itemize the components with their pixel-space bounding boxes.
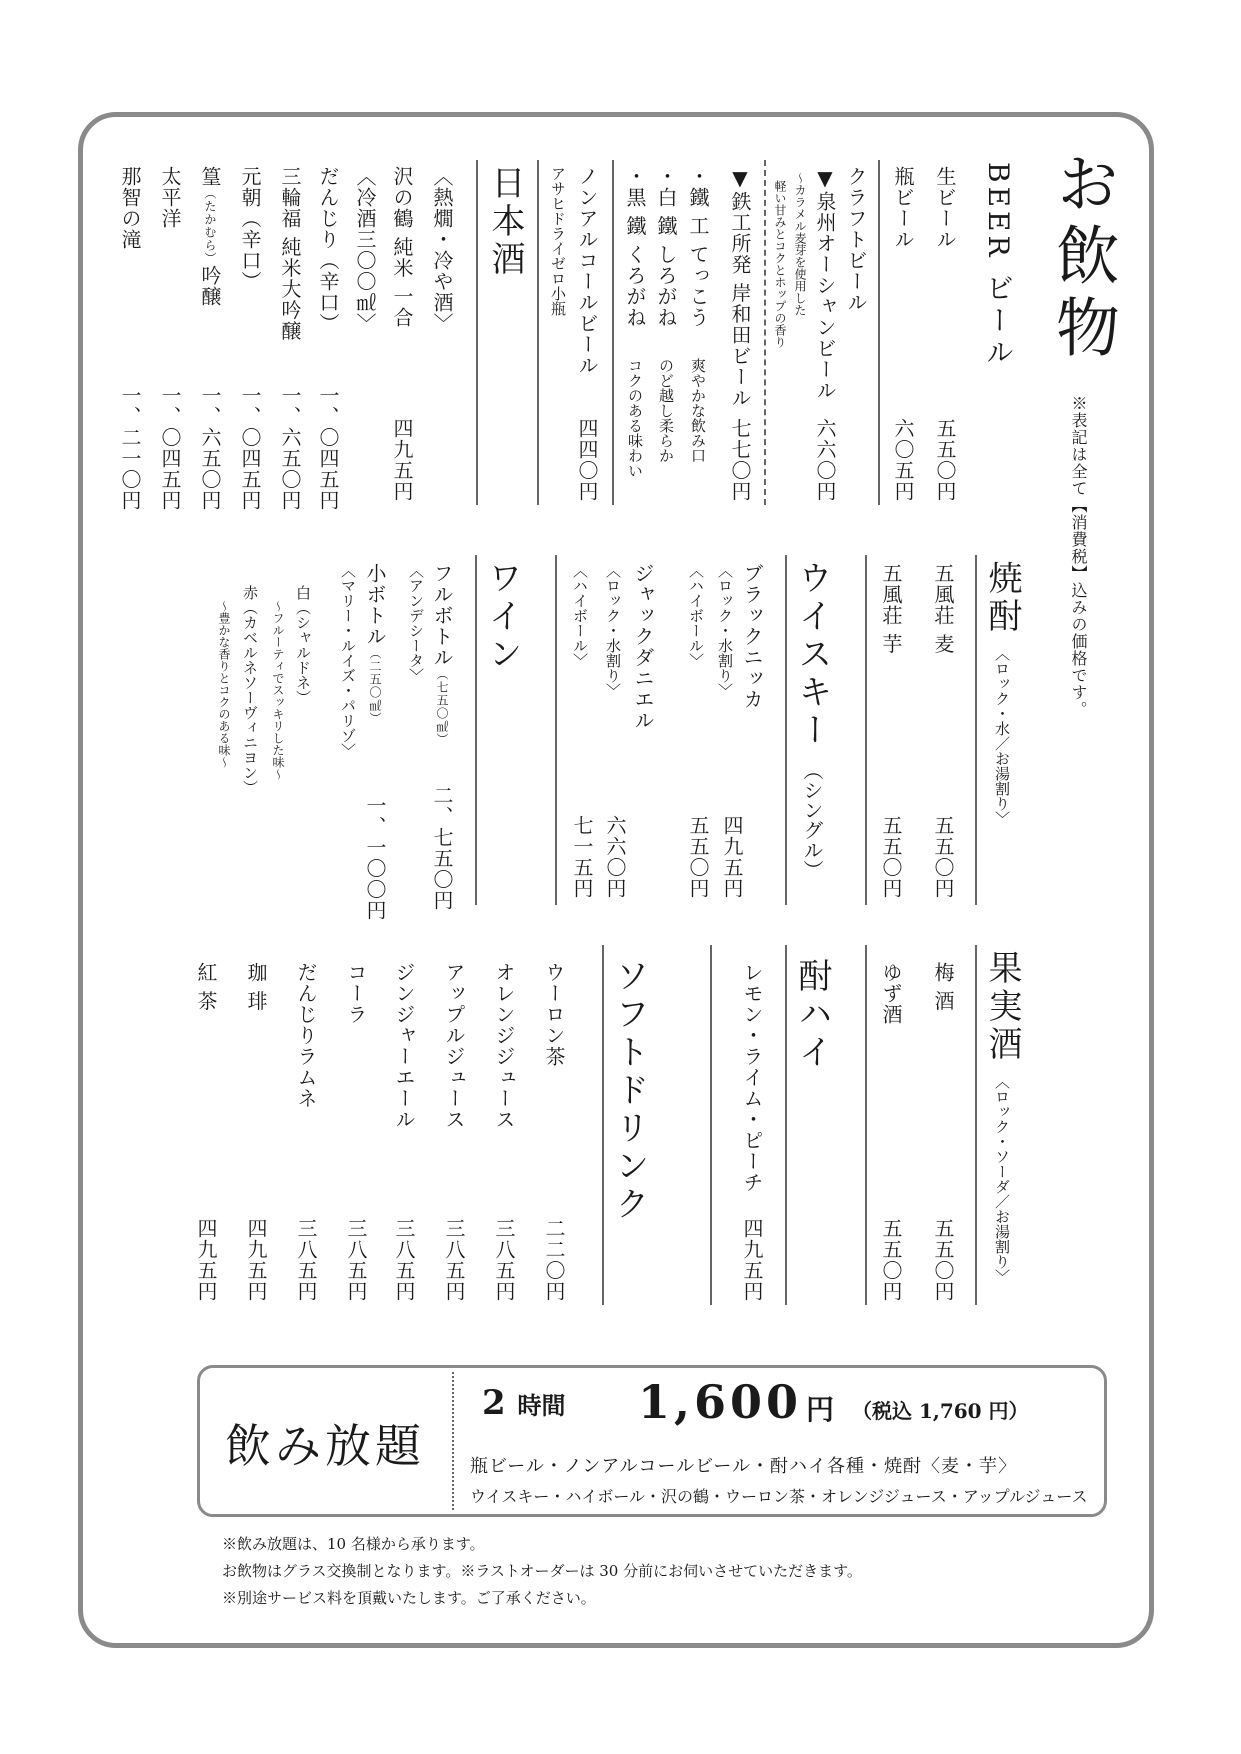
dashed-divider [764,160,766,505]
shochu-item-name: 五風荘 麦 [931,563,955,655]
soft-item-price: 三八五円 [344,1218,368,1302]
dotted-divider [452,1372,454,1510]
divider [476,160,478,505]
tekko-beer-price: 七七〇円 [728,418,752,502]
wine-white-name: 白（シャルドネ） [294,585,312,705]
soft-item-price: 四九五円 [244,1218,268,1302]
sake-item-price: 一、〇四五円 [316,385,340,511]
soft-item-name: コーラ [344,962,368,1025]
senshu-beer-name: ▼泉州オーシャンビール [813,166,837,401]
sake-item-price: 一、二一〇円 [118,385,142,511]
chuhai-item-price: 四九五円 [740,1218,764,1302]
senshu-desc-2: 軽い甘みとコクとホップの香り [773,180,787,348]
sake-heading: 日本酒 [485,165,525,279]
whisky-item-style: 〈ロック・水割り〉 [716,563,734,698]
whisky-heading: ウイスキー（シングル） [792,560,832,880]
soft-item-name: アップルジュース [442,962,466,1130]
whisky-item-style: 〈ハイボール〉 [571,563,589,668]
bottle-beer-name: 瓶ビール [891,166,915,250]
tekko-item-3-name: ・黒 鐵 くろがね [623,166,647,328]
sake-item-price: 一、〇四五円 [158,385,182,511]
soft-item-price: 三八五円 [442,1218,466,1302]
sake-item-price: 一、〇四五円 [238,385,262,511]
soft-item-name: 珈 琲 [244,962,268,1012]
soft-item-name: だんじりラムネ [294,962,318,1109]
draft-beer-price: 五五〇円 [933,418,957,502]
craft-beer-heading: クラフトビール [844,166,868,313]
wine-small-price: 一、一〇〇円 [363,795,387,921]
wine-full-variety: 〈アンデシータ〉 [407,563,425,683]
note-line: ※飲み放題は、10 名様から承ります。 [222,1535,485,1553]
nonalc-beer-name: ノンアルコールビール [575,166,599,376]
draft-beer-name: 生ビール [933,166,957,250]
soft-item-price: 三八五円 [294,1218,318,1302]
wine-red-name: 赤（カベルネソーヴィニヨン） [241,585,259,795]
sake-item-price: 一、六五〇円 [198,385,222,511]
whisky-item-style: 〈ハイボール〉 [687,563,705,668]
tekko-item-2-name: ・白 鐵 しろがね [654,166,678,328]
wine-heading: ワイン [482,560,522,674]
whisky-item-style: 〈ロック・水割り〉 [604,563,622,698]
fruit-heading: 果実酒〈ロック・ソーダ／お湯割り〉 [982,950,1022,1284]
shochu-item-price: 五五〇円 [879,815,903,899]
sake-item-name: 三輪福 純米大吟醸 [278,166,302,342]
whisky-item-price: 五五〇円 [686,815,710,899]
fruit-item-name: 梅 酒 [931,962,955,1012]
whisky-item-price: 七一五円 [570,815,594,899]
sawanotsuru-name: 沢の鶴 純米 一合 [390,166,414,328]
divider [975,555,977,905]
nonalc-beer-price: 四四〇円 [575,418,599,502]
senshu-desc-1: ～カラメル麦芽を使用した [793,172,807,316]
divider [865,555,867,905]
soft-item-name: 紅 茶 [194,962,218,1012]
nonalc-beer-sub: アサヒドライゼロ小瓶 [549,166,567,316]
sake-item-name: 太平洋 [158,166,182,229]
soft-item-price: 四九五円 [194,1218,218,1302]
nomihoudai-title: 飲み放題 [225,1419,425,1473]
sake-item-name: 元朝（辛口） [238,166,262,292]
senshu-beer-price: 六六〇円 [813,418,837,502]
wine-white-desc: ～フルーティでスッキリした味～ [271,600,285,780]
nomihoudai-yen: 円 [806,1393,835,1426]
bottle-beer-price: 六〇五円 [891,418,915,502]
divider [602,945,604,1305]
soft-item-price: 二二〇円 [542,1218,566,1302]
soft-item-name: ウーロン茶 [542,962,566,1067]
fruit-item-price: 五五〇円 [879,1218,903,1302]
nomihoudai-hours: 2 時間 [482,1383,566,1423]
fruit-item-price: 五五〇円 [931,1218,955,1302]
wine-small-name: 小ボトル（二五〇㎖） [363,563,387,725]
shochu-heading: 焼酎〈ロック・水／お湯割り〉 [982,560,1022,826]
nomihoudai-items-1: 瓶ビール・ノンアルコールビール・酎ハイ各種・焼酎〈麦・芋〉 [470,1456,1018,1477]
whisky-item-price: 四九五円 [720,815,744,899]
page-title: お飲物 [1045,150,1119,366]
divider [865,945,867,1305]
note-line: ※別途サービス料を頂戴いたします。ご了承ください。 [222,1589,596,1607]
divider [555,555,557,905]
soft-item-price: 三八五円 [492,1218,516,1302]
sake-item-price: 一、六五〇円 [278,385,302,511]
divider [975,945,977,1305]
tekko-item-1-name: ・鐵 工 てっこう [686,166,710,328]
soft-drink-heading: ソフトドリンク [609,958,649,1224]
wine-full-price: 二、七五〇円 [430,785,454,911]
chuhai-item-name: レモン・ライム・ピーチ [740,962,764,1193]
soft-item-name: ジンジャーエール [392,962,416,1130]
nomihoudai-tax: （税込 1,760 円） [852,1399,1029,1423]
nomihoudai-price: 1,600 [638,1375,803,1429]
divider [475,555,477,905]
whisky-item-name: ブラックニッカ [740,563,764,710]
tekko-item-3-desc: コクのある味わい [626,358,644,478]
wine-full-name: フルボトル（七五〇㎖） [430,563,454,746]
sawanotsuru-price: 四九五円 [390,418,414,502]
soft-item-name: オレンジジュース [492,962,516,1130]
note-line: お飲物はグラス交換制となります。※ラストオーダーは 30 分前にお伺いさせていただきます。 [222,1562,862,1580]
sake-hot-cold-label: 〈熱燗・冷や酒〉 [430,166,454,334]
wine-small-variety: 〈マリー・ルイズ・パリゾ〉 [339,563,357,758]
wine-red-desc: ～豊かな香りとコクのある味～ [217,600,231,768]
divider [612,160,614,505]
sake-item-name: だんじり（辛口） [316,166,340,334]
divider [878,160,880,505]
tekko-beer-name: ▼鉄工所発 岸和田ビール [728,166,752,409]
divider [537,160,539,505]
whisky-item-price: 六六〇円 [603,815,627,899]
shochu-item-name: 五風荘 芋 [879,563,903,655]
sake-cold-label: 〈冷酒三〇〇㎖〉 [353,166,377,334]
chuhai-heading: 酎ハイ [792,958,832,1072]
nomihoudai-items-2: ウイスキー・ハイボール・沢の鶴・ウーロン茶・オレンジジュース・アップルジュース [470,1487,1088,1506]
soft-item-price: 三八五円 [392,1218,416,1302]
tekko-item-2-desc: のど越し柔らか [657,358,675,463]
divider [785,945,787,1305]
beer-heading: BEER ビール [982,162,1015,370]
tax-note: ※表記は全て【消費税】込みの価格です。 [1069,395,1088,718]
tekko-item-1-desc: 爽やかな飲み口 [689,358,707,463]
divider [785,555,787,905]
sake-item-name: 那智の滝 [118,166,142,250]
sake-item-name: 篁（たかむら）吟醸 [198,166,222,307]
divider [710,945,712,1305]
shochu-item-price: 五五〇円 [931,815,955,899]
fruit-item-name: ゆず酒 [879,962,903,1025]
whisky-item-name: ジャックダニエル [631,563,655,731]
